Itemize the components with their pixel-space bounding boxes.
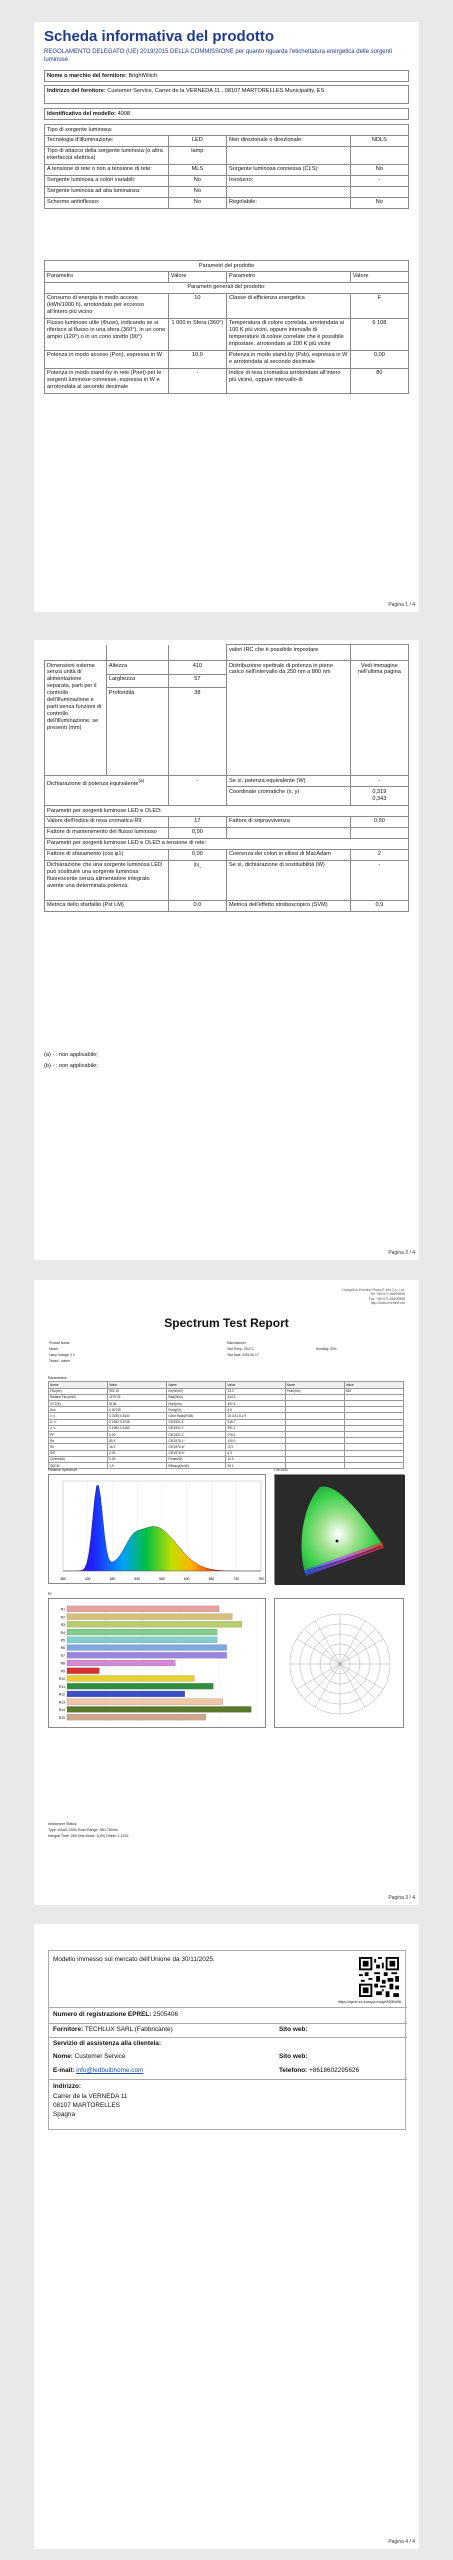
param-cell: S/P bbox=[49, 1450, 108, 1456]
param-cell: 497.6 bbox=[226, 1401, 285, 1407]
param-cell: Purity(%) bbox=[167, 1407, 226, 1413]
report-info-cell: Test Date: 2025-06-17 bbox=[227, 1352, 259, 1357]
param-cell: 444.3 bbox=[226, 1394, 285, 1400]
param-cell: 16.9 bbox=[108, 1444, 167, 1450]
cie-title: CIE1931 bbox=[274, 1468, 288, 1472]
param-header: Value bbox=[226, 1382, 285, 1388]
spectrum-tick-label: 430 bbox=[84, 1577, 91, 1581]
ri-chart bbox=[49, 1599, 267, 1729]
spectral-dist-value: Vedi immagine nell'ultima pagina bbox=[350, 661, 408, 776]
type-param-label-2 bbox=[226, 186, 350, 197]
param-cell: 916.7 bbox=[226, 1419, 285, 1425]
replacement-claim-sup: (b) bbox=[193, 862, 200, 868]
flicker-value: 0,0 bbox=[168, 900, 226, 911]
param-cell: 5.5 bbox=[226, 1407, 285, 1413]
param-cell: Color Ratio(RGB) bbox=[167, 1413, 226, 1419]
lab-header-line: http://www.everfine.net bbox=[370, 1301, 405, 1306]
type-param-value-2: - bbox=[350, 175, 408, 186]
param-cell: 0.1962,0.4745 bbox=[108, 1419, 167, 1425]
param-cell: 0.00745 bbox=[108, 1407, 167, 1413]
general-param-value: 10,0 bbox=[168, 350, 226, 368]
parameters-table bbox=[48, 1376, 404, 1469]
chroma-y: 0,343 bbox=[372, 795, 387, 802]
param-cell: u', v' bbox=[49, 1419, 108, 1425]
ri-bar bbox=[67, 1691, 185, 1697]
ri-bar bbox=[67, 1606, 219, 1612]
email-label: E-mail: bbox=[53, 2067, 75, 2074]
ri-bar bbox=[67, 1645, 227, 1651]
ri-bar bbox=[67, 1621, 242, 1627]
spectral-dist-label: Distribuzione spettrale di potenza in pieno carico nell'intervallo da 250 nm a 800 nm bbox=[226, 661, 350, 776]
type-param-label: Sorgente luminosa a colori variabili: bbox=[45, 175, 169, 186]
general-param-value-2: 6 108 bbox=[350, 318, 408, 350]
spectrum-plot bbox=[48, 1474, 266, 1584]
ri-label: R12 bbox=[58, 1692, 65, 1697]
param-cell: CIE1976 L* bbox=[167, 1438, 226, 1444]
ri-bar bbox=[67, 1706, 251, 1712]
qr-code-icon[interactable] bbox=[359, 1957, 399, 1997]
r9-label: Valore dell'indice di resa cromatica R9 bbox=[45, 816, 169, 827]
polar-plot bbox=[274, 1598, 404, 1728]
dim-name-depth: Profondità bbox=[106, 688, 168, 776]
param-cell bbox=[285, 1462, 344, 1468]
regulation-subtitle: REGOLAMENTO DELEGATO (UE) 2019/2015 DELLA COMMISSIONE per quanto riguarda l'etichettatura energetica delle sorgenti luminose bbox=[44, 49, 392, 63]
report-info-cell: Manufacturer: bbox=[227, 1340, 247, 1345]
supplier-section bbox=[44, 70, 409, 82]
light-type-table bbox=[44, 124, 409, 209]
model-value: 4008 bbox=[117, 110, 131, 117]
type-param-value-2: No bbox=[350, 164, 408, 175]
svm-label: Metrica dell'effetto stroboscopico (SVM) bbox=[226, 900, 350, 911]
dim-name-width: Larghezza bbox=[106, 674, 168, 688]
lab-header-line: Fax: +86-571-86690868 bbox=[368, 1296, 405, 1301]
eprel-box bbox=[48, 1950, 406, 2130]
param-cell: 978.2 bbox=[226, 1431, 285, 1437]
instrument-status-line: Type: HAAS-2000 Scan Range: 380-780nm bbox=[48, 1827, 118, 1832]
report-info-cell: Humidity: 50% bbox=[316, 1346, 337, 1351]
addr-line-2: 08107 MARTORELLES bbox=[53, 2102, 120, 2109]
lab-header bbox=[342, 1288, 405, 1306]
page-title: Scheda informativa del prodotto bbox=[44, 28, 275, 45]
spectrum-tick-label: 780 bbox=[258, 1577, 264, 1581]
ri-label: R15 bbox=[58, 1715, 65, 1720]
ri-label: R10 bbox=[58, 1677, 65, 1682]
params-continued-table bbox=[44, 644, 409, 912]
general-param-label-2: Classe di efficienza energetica bbox=[226, 293, 350, 318]
light-type-label: Tipo di sorgente luminosa: bbox=[45, 125, 409, 136]
r9-value: 17 bbox=[168, 816, 226, 827]
param-cell: CIE1931 X bbox=[167, 1419, 226, 1425]
equiv-power-right-label: Se sì, potenza equivalente (W) bbox=[226, 776, 350, 787]
ri-label: R6 bbox=[60, 1646, 65, 1651]
spectrum-chart bbox=[49, 1475, 267, 1585]
supplier-value: BrightWitch bbox=[128, 72, 158, 79]
equiv-power-label: Dichiarazione di potenza equivalente bbox=[47, 780, 139, 787]
type-param-label: A tensione di rete o non a tensione di rete: bbox=[45, 164, 169, 175]
param-cell: 0.00 bbox=[108, 1456, 167, 1462]
param-cell: u, v bbox=[49, 1425, 108, 1431]
dim-value-width: 57 bbox=[168, 674, 226, 688]
param-cell: Ra bbox=[49, 1438, 108, 1444]
replacement-claim-label: Dichiarazione che una sorgente luminosa LED può sostituire una sorgente luminosa fluorescente senza alimentatore integrato avente una determinata potenza. bbox=[45, 860, 169, 900]
macadam-value: 2 bbox=[350, 849, 408, 860]
general-param-label-2: Indice di resa cromatica arrotondato all'intero più vicino, oppure intervallo di bbox=[226, 368, 350, 393]
param-cell: Duv bbox=[49, 1407, 108, 1413]
type-param-label-2 bbox=[226, 146, 350, 164]
type-param-value-2: NDLS bbox=[350, 135, 408, 146]
type-param-label: Schermo antiriflesso: bbox=[45, 197, 169, 208]
model-section bbox=[44, 108, 409, 120]
ri-bar bbox=[67, 1660, 175, 1666]
param-cell: 80.4 bbox=[108, 1438, 167, 1444]
spectrum-report-title: Spectrum Test Report bbox=[164, 1316, 289, 1330]
instrument-status-line: Integral Time: 260.0ms Mode: 2(IIV) Dfield: 1.1232 bbox=[48, 1833, 129, 1838]
survival-value: 0,90 bbox=[350, 816, 408, 827]
report-info-cell bbox=[315, 1358, 404, 1364]
name-value: Customer Service bbox=[74, 2053, 126, 2060]
report-info-cell bbox=[226, 1358, 315, 1364]
eprel-url-link[interactable]: https://eprel.ec.europa.eu/qr/2505406 bbox=[337, 2000, 401, 2004]
ri-label: R13 bbox=[58, 1700, 65, 1705]
supplier-label: Nome o marchio del fornitore: bbox=[47, 72, 127, 79]
type-param-value: No bbox=[168, 186, 226, 197]
chroma-x: 0,319 bbox=[372, 788, 387, 795]
page-4 bbox=[34, 1924, 419, 2549]
ri-bar bbox=[67, 1614, 232, 1620]
type-param-value: lamp bbox=[168, 146, 226, 164]
mains-section-label: Parametri per sorgenti luminose LED e OLED a tensione di rete: bbox=[45, 838, 409, 849]
address-value: Customer Service, Carrer de la VERNEDA 11 , 08107 MARTORELLES Municipality, ES bbox=[107, 87, 325, 94]
param-cell: Peak(nm) bbox=[285, 1388, 344, 1394]
report-info-cell: Model: bbox=[49, 1346, 59, 1351]
general-param-value-2: 0,00 bbox=[350, 350, 408, 368]
param-cell: 0.1962,0.3163 bbox=[108, 1425, 167, 1431]
general-param-label: Potenza in modo stand-by in rete (Pnet) per le sorgenti luminose connesse, espressa in W e arrotondata al secondo decimale bbox=[45, 368, 169, 393]
general-params-label: Parametri generali del prodotto: bbox=[45, 282, 409, 293]
phone-value: +8618602295626 bbox=[309, 2067, 359, 2074]
col-header-param-2: Parametro bbox=[226, 271, 350, 282]
maintenance-value: 0,90 bbox=[168, 827, 226, 838]
type-param-value: LED bbox=[168, 135, 226, 146]
param-header: Name bbox=[285, 1382, 344, 1388]
param-cell: 99.1 bbox=[226, 1462, 285, 1468]
market-intro: Modello immesso sul mercato dell'Unione da 30/11/2025. bbox=[53, 1956, 215, 1963]
type-param-label-2: Involucro: bbox=[226, 175, 350, 186]
dimensions-label: Dimensioni esterne senza unità di alimentazione separata, parti per il controllo dell'illuminazione e parti senza funzioni di controllo dell'illuminazione, se presenti (mm) bbox=[45, 661, 107, 776]
general-param-value: 1 000 in Sfera (360°) bbox=[168, 318, 226, 350]
spectrum-tick-label: 580 bbox=[159, 1577, 165, 1581]
ri-bar bbox=[67, 1683, 213, 1689]
param-cell: 6.3 bbox=[226, 1450, 285, 1456]
param-cell: x, y bbox=[49, 1413, 108, 1419]
dim-name-height: Altezza bbox=[106, 661, 168, 675]
param-header: Value bbox=[108, 1382, 167, 1388]
general-param-label: Potenza in modo acceso (Pon), espressa in W bbox=[45, 350, 169, 368]
param-cell: 450 bbox=[344, 1388, 403, 1394]
lab-header-line: Hangzhou Everfine Photo-E-Info Co., Ltd. bbox=[342, 1288, 405, 1292]
type-param-label: Tipo di attacco della sorgente luminosa (o altra interfaccia elettrica) bbox=[45, 146, 169, 164]
page-number: Pagina 1 / 4 bbox=[388, 601, 415, 608]
report-info-cell: Product Name: bbox=[49, 1340, 71, 1345]
type-param-label-2: Regolabile: bbox=[226, 197, 350, 208]
parameters-label: Parameters bbox=[48, 1376, 67, 1380]
polar-chart bbox=[275, 1599, 405, 1729]
model-label: Identificativo del modello: bbox=[47, 110, 116, 117]
type-param-label-2: Sorgente luminosa connessa (CLS): bbox=[226, 164, 350, 175]
ri-bar bbox=[67, 1676, 194, 1682]
page-2 bbox=[34, 640, 419, 1260]
param-cell: 0.00 bbox=[108, 1431, 167, 1437]
param-header: Value bbox=[344, 1382, 403, 1388]
general-param-value: 10 bbox=[168, 293, 226, 318]
ri-bar bbox=[67, 1652, 227, 1658]
equiv-power-right-value: - bbox=[350, 776, 408, 787]
table-row bbox=[49, 1462, 404, 1468]
cie-chart bbox=[275, 1475, 405, 1585]
param-cell: PF bbox=[49, 1431, 108, 1437]
supplier-label: Fornitore: bbox=[53, 2026, 84, 2033]
param-cell: 16.3,81.6,2.9 bbox=[226, 1413, 285, 1419]
note-b: (b) - : non applicabile; bbox=[44, 1063, 98, 1069]
spectrum-tick-label: 480 bbox=[109, 1577, 116, 1581]
ri-label: R11 bbox=[59, 1684, 65, 1689]
spectrum-tick-label: 630 bbox=[183, 1577, 190, 1581]
instrument-status bbox=[48, 1822, 129, 1839]
page-number: Pagina 4 / 4 bbox=[388, 2538, 415, 2545]
report-info bbox=[48, 1340, 404, 1364]
param-cell: 100.0 bbox=[226, 1438, 285, 1444]
spectrum-tick-label: 730 bbox=[233, 1577, 240, 1581]
param-cell: CCT(K) bbox=[49, 1401, 108, 1407]
site2-label: Sito web: bbox=[279, 2053, 308, 2060]
type-param-value: No bbox=[168, 197, 226, 208]
param-cell: Current(A) bbox=[49, 1456, 108, 1462]
product-params-table bbox=[44, 260, 409, 394]
reg-value: 2505406 bbox=[153, 2011, 179, 2018]
displacement-factor-label: Fattore di sfasamento (cos φ1) bbox=[45, 849, 169, 860]
replacement-right-label: Se sì, dichiarazione di sostituibilità (W) bbox=[226, 860, 350, 900]
name-label: Nome: bbox=[53, 2053, 73, 2060]
cie-point bbox=[336, 1540, 339, 1543]
ri-label: R5 bbox=[60, 1638, 65, 1643]
param-cell: 991.10 bbox=[108, 1388, 167, 1394]
col-header-value-2: Valore bbox=[350, 271, 408, 282]
type-param-value-2 bbox=[350, 186, 408, 197]
chroma-label: Coordinate cromatiche (x, y) bbox=[226, 787, 350, 806]
report-info-cell: Test Temp.: 25.0°C bbox=[227, 1346, 254, 1351]
general-param-label: Flusso luminoso utile (Φuse), indicando se si riferisce al flusso in una sfera (360°), in un cono ampio (120°) o in un cono stretto (90°) bbox=[45, 318, 169, 350]
param-cell: CIE1931 Z bbox=[167, 1431, 226, 1437]
page-3 bbox=[34, 1280, 419, 1905]
equiv-power-value: - bbox=[168, 776, 226, 806]
reg-label: Numero di registrazione EPREL: bbox=[53, 2011, 152, 2018]
param-cell: CIE1976 a* bbox=[167, 1444, 226, 1450]
col-header-value-1: Valore bbox=[168, 271, 226, 282]
spectrum-tick-label: 530 bbox=[134, 1577, 141, 1581]
param-cell: Efficacy(lm/W) bbox=[167, 1462, 226, 1468]
type-param-value-2: No bbox=[350, 197, 408, 208]
site-label: Sito web: bbox=[279, 2026, 308, 2033]
col-header-param-1: Parametro bbox=[45, 271, 169, 282]
general-param-value-2: 80 bbox=[350, 368, 408, 393]
dim-value-depth: 38 bbox=[168, 688, 226, 776]
ri-label: R4 bbox=[60, 1630, 65, 1635]
led-oled-section-label: Parametri per sorgenti luminose LED e OLED: bbox=[45, 806, 409, 817]
cri-continued: valori IRC che è possibile impostare bbox=[226, 645, 350, 661]
param-cell: 23.3 bbox=[226, 1388, 285, 1394]
param-cell: 6108 bbox=[108, 1401, 167, 1407]
param-cell: 1.9 bbox=[108, 1462, 167, 1468]
ri-title: Ri bbox=[48, 1592, 52, 1596]
param-cell: Flux(lm) bbox=[49, 1388, 108, 1394]
ri-label: R1 bbox=[60, 1607, 65, 1612]
ri-label: R8 bbox=[60, 1661, 65, 1666]
param-cell: 0.3190,0.3430 bbox=[108, 1413, 167, 1419]
param-cell: CIE1976 b* bbox=[167, 1450, 226, 1456]
macadam-label: Coerenza dei colori in ellissi di MacAdam bbox=[226, 849, 350, 860]
param-cell: 2.09 bbox=[108, 1450, 167, 1456]
param-cell: Radiant Flux(mW) bbox=[49, 1394, 108, 1400]
param-cell: SDCM bbox=[49, 1462, 108, 1468]
survival-label: Fattore di sopravvivenza bbox=[226, 816, 350, 827]
param-cell: 1179.33 bbox=[108, 1394, 167, 1400]
supplier-value: TECHLUX SARL (Fabbricante) bbox=[84, 2026, 173, 2033]
general-param-label: Consumo di energia in modo acceso (kWh/1000 h), arrotondato per eccesso all'intero più vicino bbox=[45, 293, 169, 318]
spectrum-tick-label: 380 bbox=[60, 1577, 66, 1581]
ri-bar bbox=[67, 1637, 217, 1643]
page-1 bbox=[34, 22, 419, 612]
dim-value-height: 410 bbox=[168, 661, 226, 675]
address-section bbox=[44, 85, 409, 104]
note-a: (a) - : non applicabile; bbox=[44, 1052, 98, 1058]
ri-bar bbox=[67, 1629, 217, 1635]
general-param-label-2: Temperatura di colore correlata, arrotondata ai 100 K più vicini, oppure intervallo di temperature di colore correlate che è possibile impostare, arrotondato ai 100 K più vicini bbox=[226, 318, 350, 350]
ri-label: R7 bbox=[60, 1653, 65, 1658]
ri-label: R3 bbox=[60, 1623, 65, 1628]
type-param-label: Sorgente luminosa ad alta luminanza: bbox=[45, 186, 169, 197]
page-number: Pagina 2 / 4 bbox=[388, 1249, 415, 1256]
param-cell: 10.0 bbox=[226, 1456, 285, 1462]
param-cell: CIE1931 Y bbox=[167, 1425, 226, 1431]
service-label: Servizio di assistenza alla clientela: bbox=[53, 2040, 161, 2047]
addr-label: Indirizzo: bbox=[53, 2083, 82, 2090]
general-param-label-2: Potenza in modo stand-by (Psb), espressa in W e arrotondata al secondo decimale bbox=[226, 350, 350, 368]
page-number: Pagina 3 / 4 bbox=[388, 1894, 415, 1901]
type-param-value: No bbox=[168, 175, 226, 186]
addr-line-3: Spagna bbox=[53, 2111, 76, 2118]
type-param-label: Tecnologia d'illuminazione: bbox=[45, 135, 169, 146]
addr-line-1: Carrer de la VERNEDA 11 bbox=[53, 2093, 128, 2100]
type-param-value: MLS bbox=[168, 164, 226, 175]
lab-header-line: Tel: +86-571-86699838 bbox=[370, 1292, 405, 1297]
svm-value: 0,9 bbox=[350, 900, 408, 911]
param-header: Name bbox=[167, 1382, 226, 1388]
param-cell: R9 bbox=[49, 1444, 108, 1450]
replacement-claim-value: - bbox=[199, 865, 202, 872]
param-cell bbox=[344, 1462, 403, 1468]
ri-label: R9 bbox=[60, 1669, 65, 1674]
general-param-value-2: F bbox=[350, 293, 408, 318]
param-cell: Dom(nm) bbox=[167, 1401, 226, 1407]
ri-label: R14 bbox=[58, 1708, 65, 1713]
ri-plot bbox=[48, 1598, 266, 1728]
param-cell: Rad(W/sr) bbox=[167, 1394, 226, 1400]
ri-bar bbox=[67, 1714, 206, 1720]
report-info-cell bbox=[137, 1358, 226, 1364]
equiv-power-sup: (a) bbox=[138, 777, 145, 783]
instrument-status-line: Instrument Status: bbox=[48, 1822, 78, 1826]
spectrum-tick-label: 680 bbox=[208, 1577, 215, 1581]
report-info-cell: Tested : admin bbox=[49, 1358, 70, 1363]
param-header: Name bbox=[49, 1382, 108, 1388]
cie-diagram bbox=[274, 1474, 404, 1584]
flicker-label: Metrica dello sfarfallio (Pst LM) bbox=[45, 900, 169, 911]
email-link[interactable]: info@ledbulbhome.com bbox=[76, 2067, 144, 2074]
type-param-label-2: Non direzionale o direzionale: bbox=[226, 135, 350, 146]
spectrum-title: Relative Spectrum bbox=[48, 1468, 78, 1472]
phone-label: Telefono: bbox=[279, 2067, 308, 2074]
type-param-value-2 bbox=[350, 146, 408, 164]
displacement-factor-value: 0,00 bbox=[168, 849, 226, 860]
ri-bar bbox=[67, 1699, 223, 1705]
param-cell: Power(W) bbox=[167, 1456, 226, 1462]
ri-bar bbox=[67, 1668, 99, 1674]
param-cell: Ee(W/m2) bbox=[167, 1388, 226, 1394]
general-param-value: - bbox=[168, 368, 226, 393]
report-info-cell: Lamp Voltage: 0 V bbox=[49, 1352, 76, 1357]
param-cell: 991.1 bbox=[226, 1425, 285, 1431]
address-label: Indirizzo del fornitore: bbox=[47, 87, 106, 94]
maintenance-label: Fattore di mantenimento del flusso luminoso bbox=[45, 827, 169, 838]
replacement-right-value: - bbox=[350, 860, 408, 900]
param-cell: -5.9 bbox=[226, 1444, 285, 1450]
ri-label: R2 bbox=[60, 1615, 65, 1620]
product-params-label: Parametri del prodotto bbox=[45, 261, 409, 272]
